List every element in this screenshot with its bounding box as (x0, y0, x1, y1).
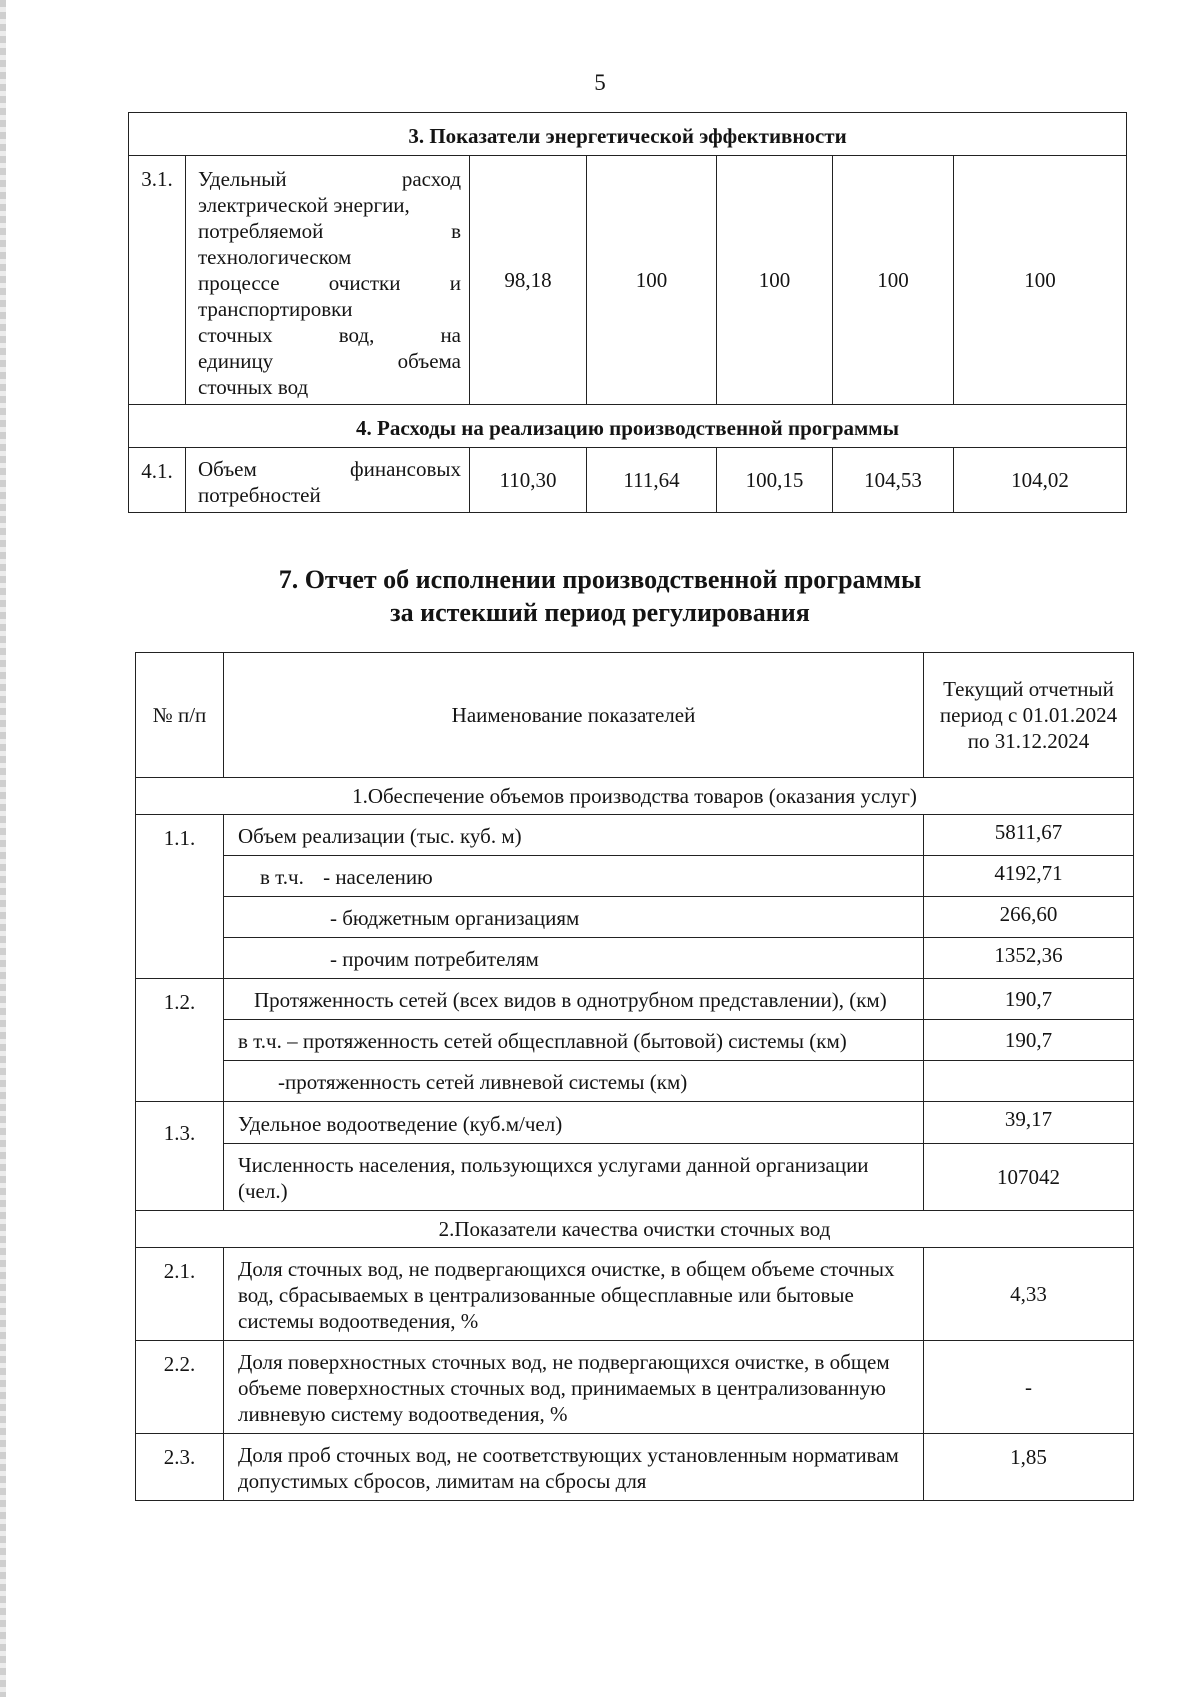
value-cell (924, 1061, 1134, 1102)
table-row (136, 856, 1134, 897)
row-name (186, 448, 470, 513)
value-cell: 100 (954, 156, 1127, 405)
row-label-text: -протяженность сетей ливневой системы (км) (278, 1070, 688, 1094)
section-4-title: 4. Расходы на реализацию производственной программы (129, 405, 1127, 448)
value-cell: 111,64 (587, 448, 717, 513)
name-line: транспортировки (198, 297, 353, 321)
table-row (136, 1020, 1134, 1061)
name-line: потребностей (198, 483, 321, 507)
value-cell: 100 (587, 156, 717, 405)
header-num: № п/п (136, 653, 224, 778)
value-cell: 100 (833, 156, 954, 405)
header-name: Наименование показателей (224, 653, 924, 778)
row-label: Доля поверхностных сточных вод, не подвергающихся очистке, в общем объеме поверхностных сточных вод, принимаемых в централизованную ливневую систему водоотведения, % (224, 1341, 924, 1434)
row-label-text: - бюджетным организациям (330, 906, 580, 930)
section-2-title: 2.Показатели качества очистки сточных вод (136, 1211, 1134, 1248)
scan-edge (0, 0, 6, 1697)
value-cell: 4192,71 (924, 856, 1134, 897)
table-row (136, 1434, 1134, 1501)
name-line: единицу объема (198, 349, 461, 373)
table-row (136, 815, 1134, 856)
page-number: 5 (594, 70, 606, 95)
name-line: потребляемой в (198, 219, 461, 243)
row-label-text: Протяженность сетей (всех видов в однотрубном представлении), (км) (254, 988, 887, 1012)
row-prefix: в т.ч. (260, 865, 304, 889)
row-number: 1.1. (136, 815, 224, 979)
table-row (136, 979, 1134, 1020)
value-cell: 98,18 (470, 156, 587, 405)
row-number: 3.1. (129, 156, 186, 405)
row-label (224, 856, 924, 897)
table-row (136, 1341, 1134, 1434)
row-label (224, 938, 924, 979)
row-number: 1.3. (136, 1102, 224, 1211)
report-table (135, 652, 1134, 1501)
report-heading (0, 563, 1200, 629)
heading-line-2: за истекший период регулирования (390, 598, 810, 627)
row-label: Доля проб сточных вод, не соответствующих установленным нормативам допустимых сбросов, лимитам на сбросы для (224, 1434, 924, 1501)
table-row (136, 1144, 1134, 1211)
row-label: в т.ч. – протяженность сетей общесплавной (бытовой) системы (км) (224, 1020, 924, 1061)
table-row (136, 938, 1134, 979)
table-row (136, 897, 1134, 938)
row-label: Объем реализации (тыс. куб. м) (224, 815, 924, 856)
section-3-title: 3. Показатели энергетической эффективности (129, 113, 1127, 156)
value-cell: 190,7 (924, 1020, 1134, 1061)
value-cell: 100,15 (717, 448, 833, 513)
name-line: процессе очистки и (198, 271, 461, 295)
value-cell: 266,60 (924, 897, 1134, 938)
row-number: 1.2. (136, 979, 224, 1102)
table-row (136, 1061, 1134, 1102)
value-cell: 39,17 (924, 1102, 1134, 1144)
value-cell: 1352,36 (924, 938, 1134, 979)
name-line: сточных вод, на (198, 323, 461, 347)
value-cell: 110,30 (470, 448, 587, 513)
value-cell: 104,53 (833, 448, 954, 513)
name-line: Удельный расход (198, 167, 461, 191)
value-cell: 190,7 (924, 979, 1134, 1020)
row-number: 4.1. (129, 448, 186, 513)
row-label (224, 979, 924, 1020)
value-cell: 5811,67 (924, 815, 1134, 856)
section-1-title: 1.Обеспечение объемов производства товаров (оказания услуг) (136, 778, 1134, 815)
name-line: сточных вод (198, 375, 309, 399)
row-label (224, 897, 924, 938)
table-row (136, 1248, 1134, 1341)
value-cell: 100 (717, 156, 833, 405)
row-label: Доля сточных вод, не подвергающихся очистке, в общем объеме сточных вод, сбрасываемых в централизованные общесплавные или бытовые системы водоотведения, % (224, 1248, 924, 1341)
row-name (186, 156, 470, 405)
value-cell: 4,33 (924, 1248, 1134, 1341)
row-number: 2.3. (136, 1434, 224, 1501)
row-label (224, 1061, 924, 1102)
value-cell: 104,02 (954, 448, 1127, 513)
value-cell: 1,85 (924, 1434, 1134, 1501)
heading-line-1: 7. Отчет об исполнении производственной программы (278, 565, 922, 594)
name-line: электрической энергии, (198, 193, 410, 217)
name-line: технологическом (198, 245, 352, 269)
row-number: 2.1. (136, 1248, 224, 1341)
row-label: Удельное водоотведение (куб.м/чел) (224, 1102, 924, 1144)
table-row (129, 448, 1127, 513)
value-cell: - (924, 1341, 1134, 1434)
row-label-text: - прочим потребителям (330, 947, 539, 971)
row-label: Численность населения, пользующихся услугами данной организации (чел.) (224, 1144, 924, 1211)
header-period: Текущий отчетный период с 01.01.2024 по 31.12.2024 (924, 653, 1134, 778)
table-row (136, 1102, 1134, 1144)
name-line: Объем финансовых (198, 457, 461, 481)
row-label-text: - населению (323, 865, 433, 889)
energy-efficiency-table (128, 112, 1127, 513)
row-number: 2.2. (136, 1341, 224, 1434)
value-cell: 107042 (924, 1144, 1134, 1211)
table-row (129, 156, 1127, 405)
